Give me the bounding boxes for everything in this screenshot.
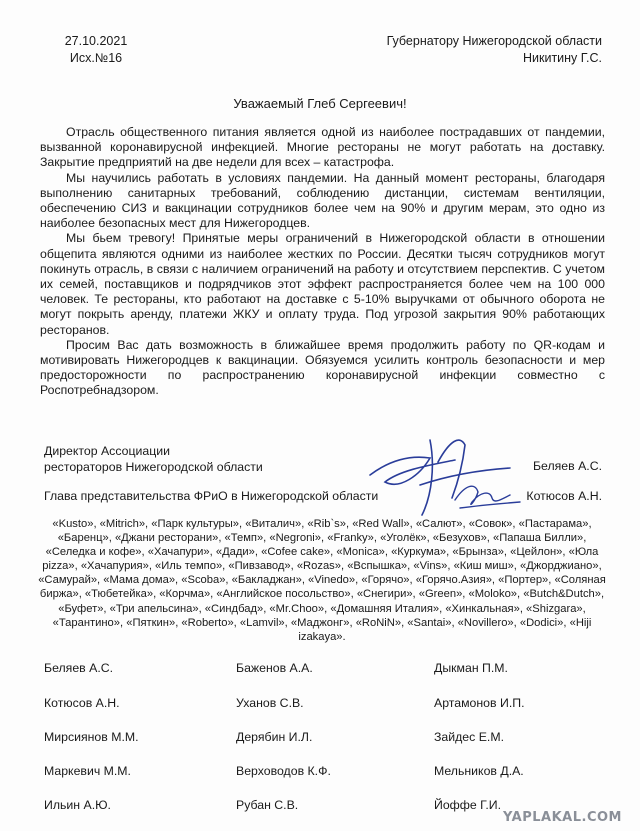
- signatory: Дерябин И.Л.: [236, 730, 313, 744]
- signatory: Зайдес Е.М.: [434, 730, 504, 744]
- signatory: Баженов А.А.: [236, 661, 313, 675]
- letter-body: [40, 125, 605, 399]
- signatory-title-line: Директор Ассоциации: [44, 444, 170, 458]
- signatory-title-2: Глава представительства ФРиО в Нижегородской области: [44, 489, 379, 503]
- signatory: Йоффе Г.И.: [434, 798, 501, 812]
- recipient-title: Губернатору Нижегородской области: [386, 34, 602, 48]
- signatory: Артамонов И.П.: [434, 696, 525, 710]
- signatory: Маркевич М.М.: [44, 764, 131, 778]
- letter-ref: Исх.№16: [69, 51, 123, 65]
- signatory: Котюсов А.Н.: [44, 696, 120, 710]
- signatory: Рубан С.В.: [236, 798, 299, 812]
- letter-meta: [36, 33, 156, 67]
- recipient-name: Никитину Г.С.: [522, 51, 602, 65]
- recipient-block: [387, 33, 602, 67]
- signatory-name-1: Беляев А.С.: [532, 459, 602, 473]
- paragraph: Отрасль общественного питания является одной из наиболее пострадавших от пандемии, вызванной коронавирусной инфекцией. Многие рестораны не могут работать на доставку. Закрытие предприятий на две недели для всех – катастрофа.: [40, 125, 605, 170]
- salutation: Уважаемый Глеб Сергеевич!: [233, 96, 407, 111]
- signatory: Мирсиянов М.М.: [44, 730, 139, 744]
- signatory: Ильин А.Ю.: [44, 798, 111, 812]
- signatory: Беляев А.С.: [44, 661, 114, 675]
- signatory: Дыкман П.М.: [434, 661, 508, 675]
- paragraph: Мы научились работать в условиях пандемии. На данный момент рестораны, благодаря выполнению санитарных требований, соблюдению дистанции, системам вентиляции, обеспечению СИЗ и вакцинации сотрудников более чем на 90% и другим мерам, это одно из наиболее безопасных мест для Нижегородцев.: [40, 170, 605, 231]
- restaurant-list: «Kusto», «Mitrich», «Парк культуры», «Виталич», «Rib`s», «Red Wall», «Салют», «Совок», «Пастарама», «Баренц», «Джани ресторани», «Темп», «Negroni», «Franky», «Уголёк», «Безухов», «Папаша Билли», «Селедка и кофе», «Хачапури», «Дади», «Cofee cake», «Monica», «Куркума», «Брынза», «Цейлон», «Юла pizza», «Хачапурия», «Иль темпо», «Пивзавод», «Rozas», «Вспышка», «Vins», «Киш миш», «Джорджиано», «Самурай», «Мама дома», «Scoba», «Бакладжан», «Vinedo», «Горячо», «Горячо.Азия», «Портер», «Соляная биржа», «Тюбетейка», «Корчма», «Английское посольство», «Снегири», «Green», «Moloko», «Butch&Dutch», «Буфет», «Три апельсина», «Синдбад», «Mr.Choo», «Домашняя Италия», «Хинкальная», «Shizgara», «Тарантино», «Пяткин», «Roberto», «Lamvil», «Маджонг», «RoNiN», «Santai», «Novillero», «Dodici», «Hiji izakaya».: [38, 518, 606, 643]
- handwritten-signature: [360, 420, 530, 520]
- signatory-title-1: [44, 443, 263, 475]
- signatory: Мельников Д.А.: [434, 764, 524, 778]
- signatory: Верховодов К.Ф.: [236, 764, 331, 778]
- paragraph: Мы бьем тревогу! Принятые меры ограничений в Нижегородской области в отношении общепита являются одними из наиболее жестких по России. Десятки тысяч сотрудников могут покинуть отрасль, в связи с наличием ограничений на работу и отсутствием перспектив. С учетом их семей, поставщиков и подрядчиков этот эффект распространяется более чем на 100 000 человек. Те рестораны, кто работают на доставке с 5-10% выручками от обычного оборота не могут покрыть аренду, платежи ЖКУ и оплату труда. Под угрозой закрытия 90% работающих ресторанов.: [40, 231, 605, 337]
- signatory: Уханов С.В.: [236, 696, 304, 710]
- paragraph: Просим Вас дать возможность в ближайшее время продолжить работу по QR-кодам и мотивировать Нижегородцев к вакцинации. Обязуемся усилить контроль безопасности и мер предосторожности по распространению коронавирусной инфекции совместно с Роспотребнадзором.: [40, 337, 605, 398]
- watermark: YAPLAKAL.COM: [503, 810, 622, 825]
- signatory-title-line: рестораторов Нижегородской области: [44, 460, 263, 474]
- letter-date: 27.10.2021: [64, 34, 128, 48]
- signatory-name-2: Котюсов А.Н.: [526, 489, 602, 503]
